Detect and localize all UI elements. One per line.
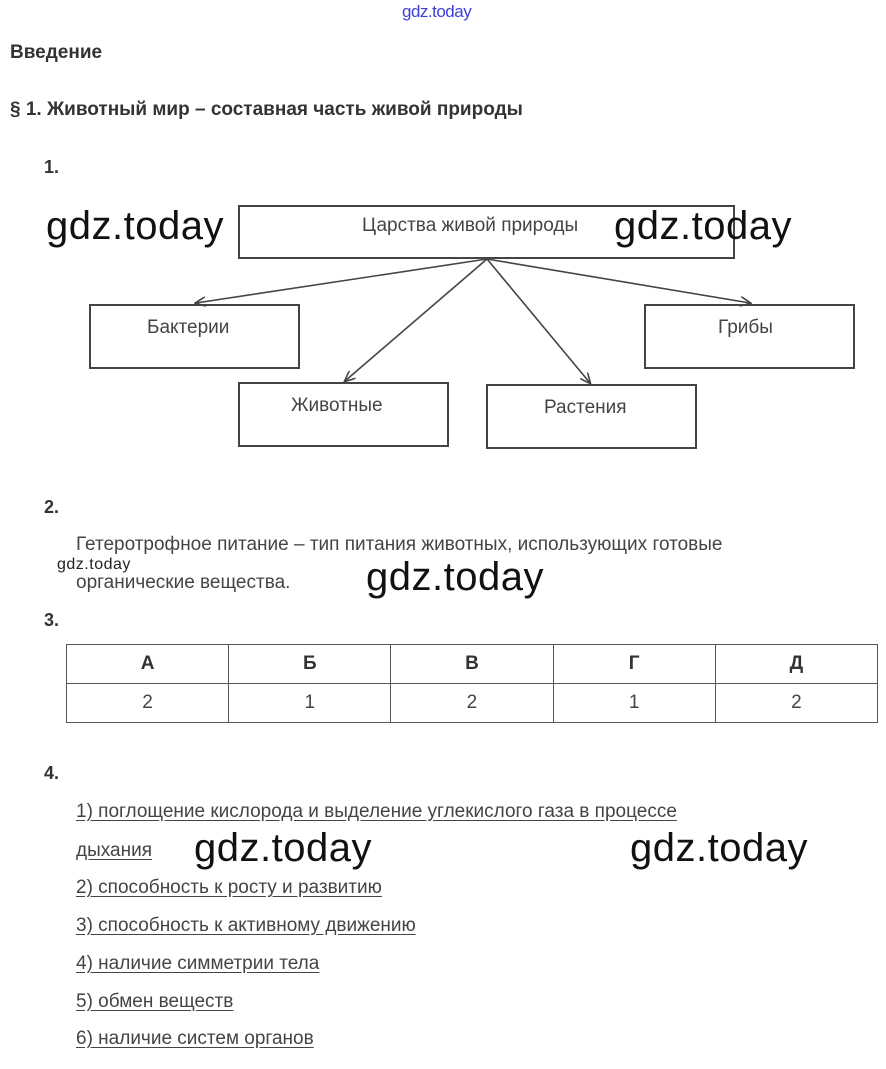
task-4-item-2: 2) способность к росту и развитию <box>76 877 382 898</box>
task-4-item-5: 5) обмен веществ <box>76 991 234 1012</box>
table-header-cell: Б <box>229 645 391 684</box>
task-4-number: 4. <box>44 763 60 783</box>
table-value-cell: 2 <box>391 684 553 723</box>
watermark: gdz.today <box>366 555 544 599</box>
answer-table-header-row <box>67 645 878 684</box>
animals-label: Животные <box>291 395 383 416</box>
intro-heading: Введение <box>10 42 103 63</box>
bacteria-box <box>89 304 300 369</box>
task-4-item-4: 4) наличие симметрии тела <box>76 953 320 974</box>
task-3-number: 3. <box>44 610 60 630</box>
task-2-line-2: органические вещества. <box>76 572 291 593</box>
table-value-cell: 1 <box>553 684 715 723</box>
fungi-label: Грибы <box>718 317 773 338</box>
task-4-item-6: 6) наличие систем органов <box>76 1028 314 1049</box>
arrow-to-plants <box>487 259 590 383</box>
task-4-item-1: 1) поглощение кислорода и выделение углекислого газа в процессе <box>76 801 677 822</box>
animals-box <box>238 382 449 447</box>
table-value-cell: 2 <box>715 684 877 723</box>
watermark: gdz.today <box>630 826 808 870</box>
watermark: gdz.today <box>194 826 372 870</box>
plants-box <box>486 384 697 449</box>
table-value-cell: 2 <box>67 684 229 723</box>
watermark: gdz.today <box>614 204 792 248</box>
top-watermark: gdz.today <box>402 2 472 21</box>
task-4-item-1-cont: дыхания <box>76 840 152 861</box>
section-heading: § 1. Животный мир – составная часть живой природы <box>10 99 523 120</box>
bacteria-label: Бактерии <box>147 317 230 338</box>
watermark-small: gdz.today <box>57 556 131 573</box>
answer-table-value-row <box>67 684 878 723</box>
table-header-cell: Д <box>715 645 877 684</box>
task-2-line-1: Гетеротрофное питание – тип питания животных, использующих готовые <box>76 534 723 555</box>
task-2-number: 2. <box>44 497 60 517</box>
task-4-item-3: 3) способность к активному движению <box>76 915 416 936</box>
fungi-box <box>644 304 855 369</box>
answer-table <box>66 644 878 723</box>
plants-label: Растения <box>544 397 627 418</box>
task-1-number: 1. <box>44 157 60 177</box>
arrow-to-fungi <box>487 259 750 303</box>
table-value-cell: 1 <box>229 684 391 723</box>
watermark: gdz.today <box>46 204 224 248</box>
root-kingdoms-label: Царства живой природы <box>362 215 579 236</box>
table-header-cell: Г <box>553 645 715 684</box>
table-header-cell: В <box>391 645 553 684</box>
table-header-cell: А <box>67 645 229 684</box>
